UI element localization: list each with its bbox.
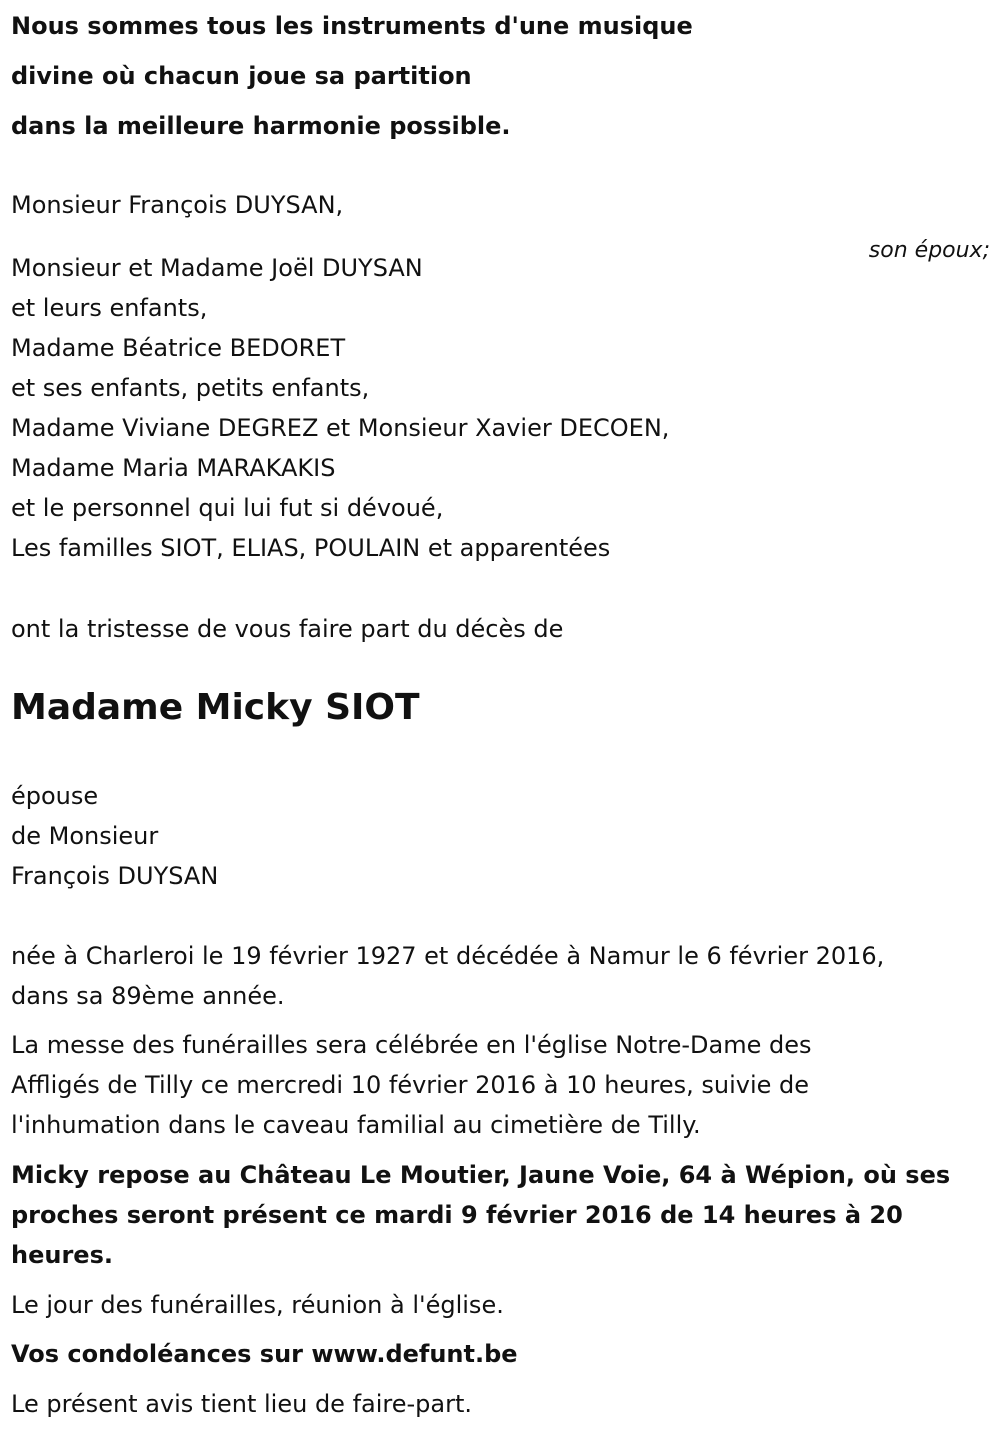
spouse-relation: son époux; [868,238,990,263]
family-line-8: Les familles SIOT, ELIAS, POULAIN et apparentées [11,534,611,562]
birth-death-line-2: dans sa 89ème année. [11,982,285,1010]
condolences-text: Vos condoléances sur www.defunt.be [11,1340,518,1368]
quote-line-1: Nous sommes tous les instruments d'une musique [11,12,693,40]
birth-death-line-1: née à Charleroi le 19 février 1927 et décédée à Namur le 6 février 2016, [11,942,885,970]
family-line-6: Madame Maria MARAKAKIS [11,454,336,482]
notice-text: Le présent avis tient lieu de faire-part. [11,1390,473,1418]
wife-of-line-2: de Monsieur [11,822,159,850]
quote-line-3: dans la meilleure harmonie possible. [11,112,511,140]
quote-line-2: divine où chacun joue sa partition [11,62,472,90]
rest-line-3: heures. [11,1241,113,1269]
rest-line-2: proches seront présent ce mardi 9 février 2016 de 14 heures à 20 [11,1201,903,1229]
wife-of-line-3: François DUYSAN [11,862,219,890]
announcement: ont la tristesse de vous faire part du décès de [11,615,564,643]
meeting-text: Le jour des funérailles, réunion à l'église. [11,1291,504,1319]
mass-line-2: Affligés de Tilly ce mercredi 10 février 2016 à 10 heures, suivie de [11,1071,810,1099]
family-line-2: et leurs enfants, [11,294,208,322]
family-line-1: Monsieur et Madame Joël DUYSAN [11,254,423,282]
rest-line-1: Micky repose au Château Le Moutier, Jaune Voie, 64 à Wépion, où ses [11,1161,951,1189]
mass-line-3: l'inhumation dans le caveau familial au cimetière de Tilly. [11,1111,701,1139]
mass-line-1: La messe des funérailles sera célébrée en l'église Notre-Dame des [11,1031,812,1059]
family-line-5: Madame Viviane DEGREZ et Monsieur Xavier DECOEN, [11,414,670,442]
deceased-name: Madame Micky SIOT [11,687,420,728]
spouse-name: Monsieur François DUYSAN, [11,191,344,219]
family-line-3: Madame Béatrice BEDORET [11,334,346,362]
family-line-7: et le personnel qui lui fut si dévoué, [11,494,444,522]
wife-of-line-1: épouse [11,782,99,810]
family-line-4: et ses enfants, petits enfants, [11,374,370,402]
